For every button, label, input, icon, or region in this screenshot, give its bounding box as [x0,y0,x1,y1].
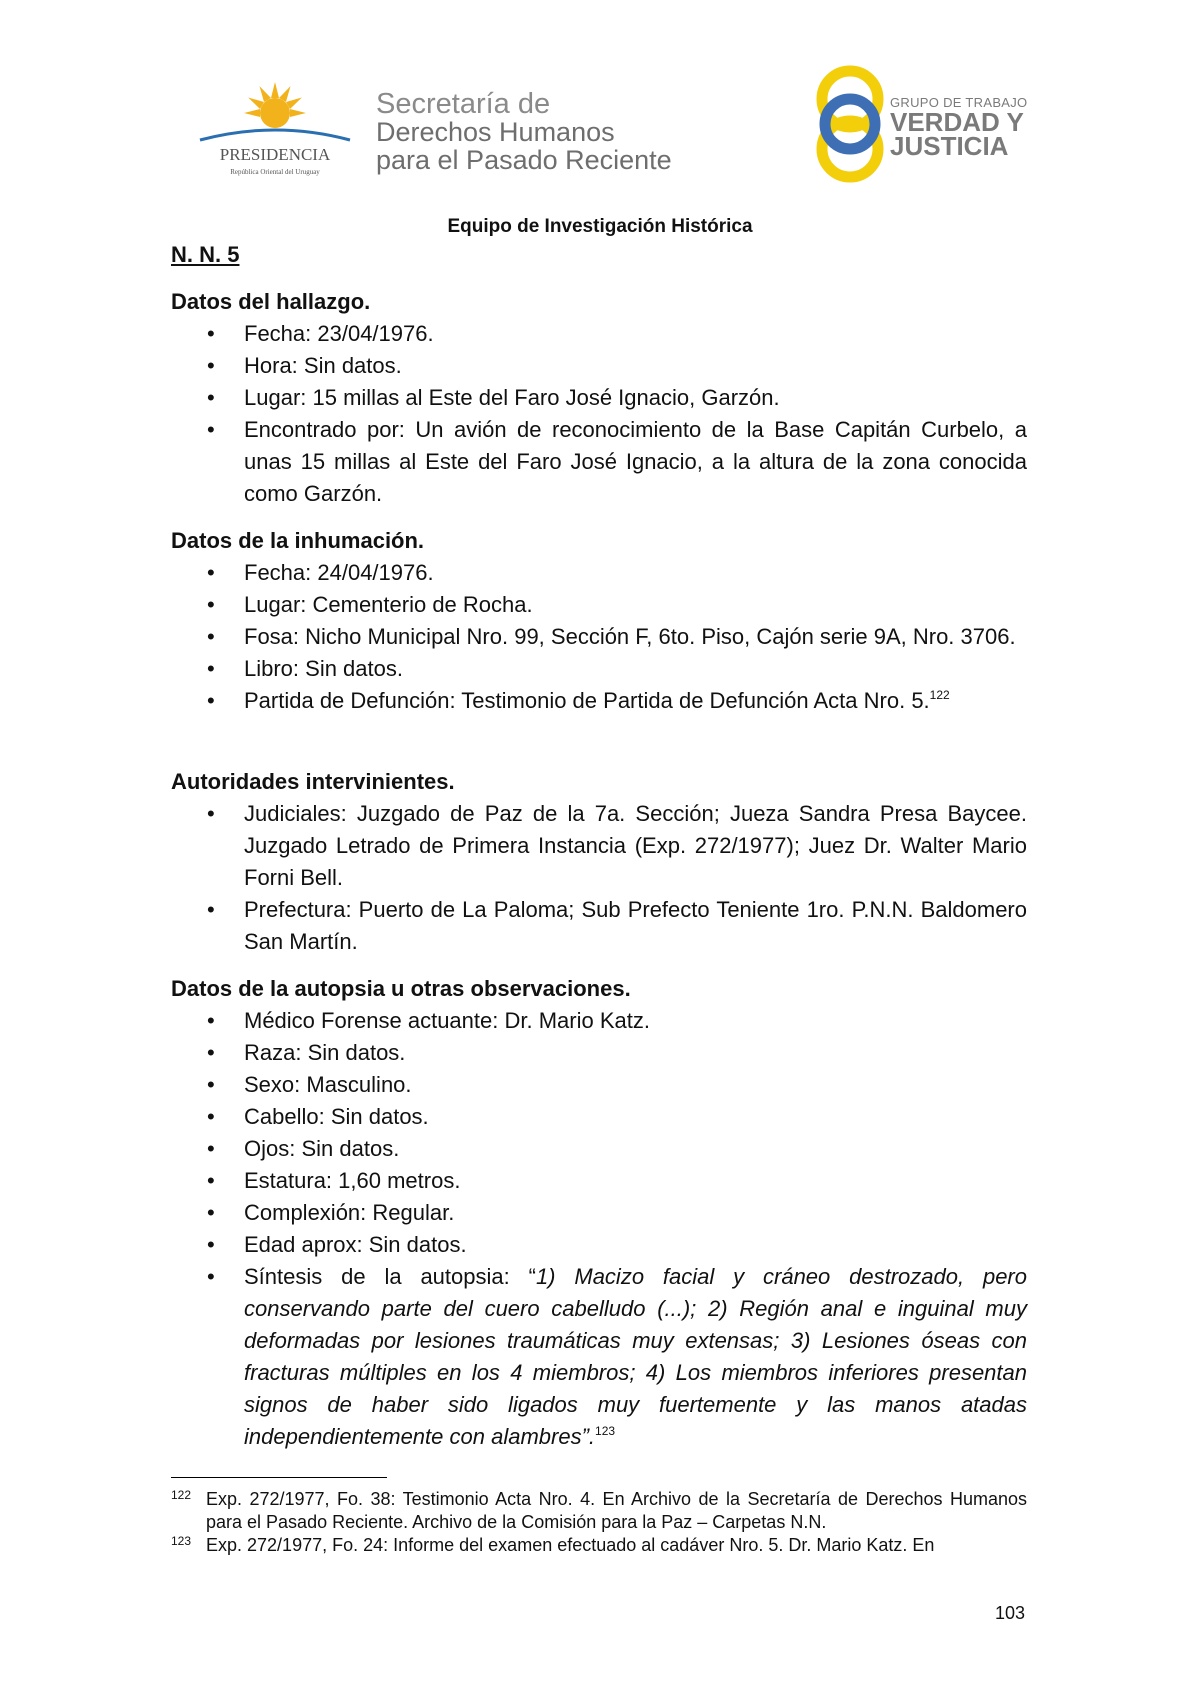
bullet-icon: • [207,656,215,681]
item-text: Edad aprox: Sin datos. [244,1232,467,1257]
item-text: Fecha: 23/04/1976. [244,321,434,346]
section-heading: Autoridades intervinientes. [171,769,455,794]
footnote-text: Exp. 272/1977, Fo. 38: Testimonio Acta Nro. 4. En Archivo de la Secretaría de Derechos Humanos para el Pasado Reciente. Archivo de la Comisión para la Paz – Carpetas N.N. [206,1489,1027,1532]
secretaria-line2: Derechos Humanos [376,117,615,147]
secretaria-line1: Secretaría de [376,88,551,120]
list-item [171,653,1027,685]
item-text: Estatura: 1,60 metros. [244,1168,461,1193]
list-item [171,589,1027,621]
section [171,766,1027,958]
item-text: Fosa: Nicho Municipal Nro. 99, Sección F, 6to. Piso, Cajón serie 9A, Nro. 3706. [244,624,1016,649]
bullet-icon: • [207,1040,215,1065]
bullet-icon: • [207,385,215,410]
grupo-line3: JUSTICIA [890,131,1009,161]
list-item [171,685,1027,717]
list-item [171,1197,1027,1229]
item-text: Libro: Sin datos. [244,656,403,681]
secretaria-title [376,90,672,174]
bullet-list [171,1005,1027,1453]
bullet-icon: • [207,560,215,585]
list-item [171,318,1027,350]
list-item [171,557,1027,589]
footnote [171,1534,1027,1557]
team-heading: Equipo de Investigación Histórica [447,216,753,237]
list-item [171,621,1027,653]
bullet-icon: • [207,801,215,826]
bullet-icon: • [207,688,215,713]
list-item [171,798,1027,894]
item-text: Raza: Sin datos. [244,1040,406,1065]
presidencia-logo [195,80,355,180]
footnote-number: 123 [171,1534,192,1548]
bullet-list [171,798,1027,958]
doc-title: N. N. 5 [171,242,240,267]
bullet-icon: • [207,624,215,649]
item-text: Cabello: Sin datos. [244,1104,429,1129]
bullet-icon: • [207,353,215,378]
svg-text:República Oriental del Uruguay: República Oriental del Uruguay [230,168,320,176]
bullet-list [171,557,1027,717]
item-text: Encontrado por: Un avión de reconocimiento de la Base Capitán Curbelo, a unas 15 millas al Este del Faro José Ignacio, a la altura de la zona conocida como Garzón. [244,417,1027,506]
footnote-ref[interactable]: 122 [929,688,950,702]
section [171,973,1027,1453]
list-item [171,350,1027,382]
item-text: Hora: Sin datos. [244,353,402,378]
item-text: Prefectura: Puerto de La Paloma; Sub Prefecto Teniente 1ro. P.N.N. Baldomero San Martín. [244,897,1027,954]
bullet-icon: • [207,1008,215,1033]
item-text: Lugar: Cementerio de Rocha. [244,592,533,617]
item-text: Fecha: 24/04/1976. [244,560,434,585]
list-item [171,1101,1027,1133]
bullet-icon: • [207,1168,215,1193]
item-text: Ojos: Sin datos. [244,1136,400,1161]
quote-text: 1) Macizo facial y cráneo destrozado, pero conservando parte del cuero cabelludo (...); 2) Región anal e inguinal muy deformadas por lesiones traumáticas muy extensas; 3) Lesiones óseas con fracturas múltiples en los 4 miembros; 4) Los miembros inferiores presentan signos de haber sido ligados muy fuertemente y las manos atadas independientemente con alambres”. [244,1264,1027,1449]
footnote-divider [171,1477,387,1478]
list-item [171,1133,1027,1165]
item-text: Judiciales: Juzgado de Paz de la 7a. Sección; Jueza Sandra Presa Baycee. Juzgado Letrado de Primera Instancia (Exp. 272/1977); Juez Dr. Walter Mario Forni Bell. [244,801,1027,890]
bullet-icon: • [207,897,215,922]
footnote [171,1488,1027,1534]
list-item [171,414,1027,510]
section-heading: Datos de la autopsia u otras observaciones. [171,976,631,1001]
sun-icon [244,82,306,128]
item-text: Partida de Defunción: Testimonio de Partida de Defunción Acta Nro. 5. [244,688,930,713]
list-item [171,1005,1027,1037]
bullet-icon: • [207,1072,215,1097]
bullet-list [171,318,1027,510]
footnote-text: Exp. 272/1977, Fo. 24: Informe del examen efectuado al cadáver Nro. 5. Dr. Mario Katz. En [206,1535,935,1555]
section-heading: Datos del hallazgo. [171,289,371,314]
list-item [171,1229,1027,1261]
bullet-icon: • [207,592,215,617]
section [171,525,1027,717]
list-item [171,1165,1027,1197]
list-item [171,1261,1027,1453]
bullet-icon: • [207,1104,215,1129]
grupo-trabajo-logo [890,95,1028,161]
section [171,286,1027,510]
list-item [171,1069,1027,1101]
grupo-line1: GRUPO DE TRABAJO [890,95,1028,110]
bullet-icon: • [207,1200,215,1225]
list-item [171,894,1027,958]
grupo-line2: VERDAD Y [890,107,1024,137]
footnote-number: 122 [171,1488,192,1502]
bullet-icon: • [207,1232,215,1257]
bullet-icon: • [207,417,215,442]
list-item [171,382,1027,414]
section-heading: Datos de la inhumación. [171,528,425,553]
footnote-ref[interactable]: 123 [595,1424,616,1438]
page-number: 103 [995,1603,1026,1623]
item-text: Síntesis de la autopsia: “ [244,1264,536,1289]
item-text: Lugar: 15 millas al Este del Faro José Ignacio, Garzón. [244,385,780,410]
secretaria-line3: para el Pasado Reciente [376,145,672,175]
item-text: Complexión: Regular. [244,1200,455,1225]
svg-text:PRESIDENCIA: PRESIDENCIA [219,145,331,164]
item-text: Médico Forense actuante: Dr. Mario Katz. [244,1008,650,1033]
list-item [171,1037,1027,1069]
bullet-icon: • [207,1136,215,1161]
item-text: Sexo: Masculino. [244,1072,412,1097]
bullet-icon: • [207,1264,215,1289]
bullet-icon: • [207,321,215,346]
